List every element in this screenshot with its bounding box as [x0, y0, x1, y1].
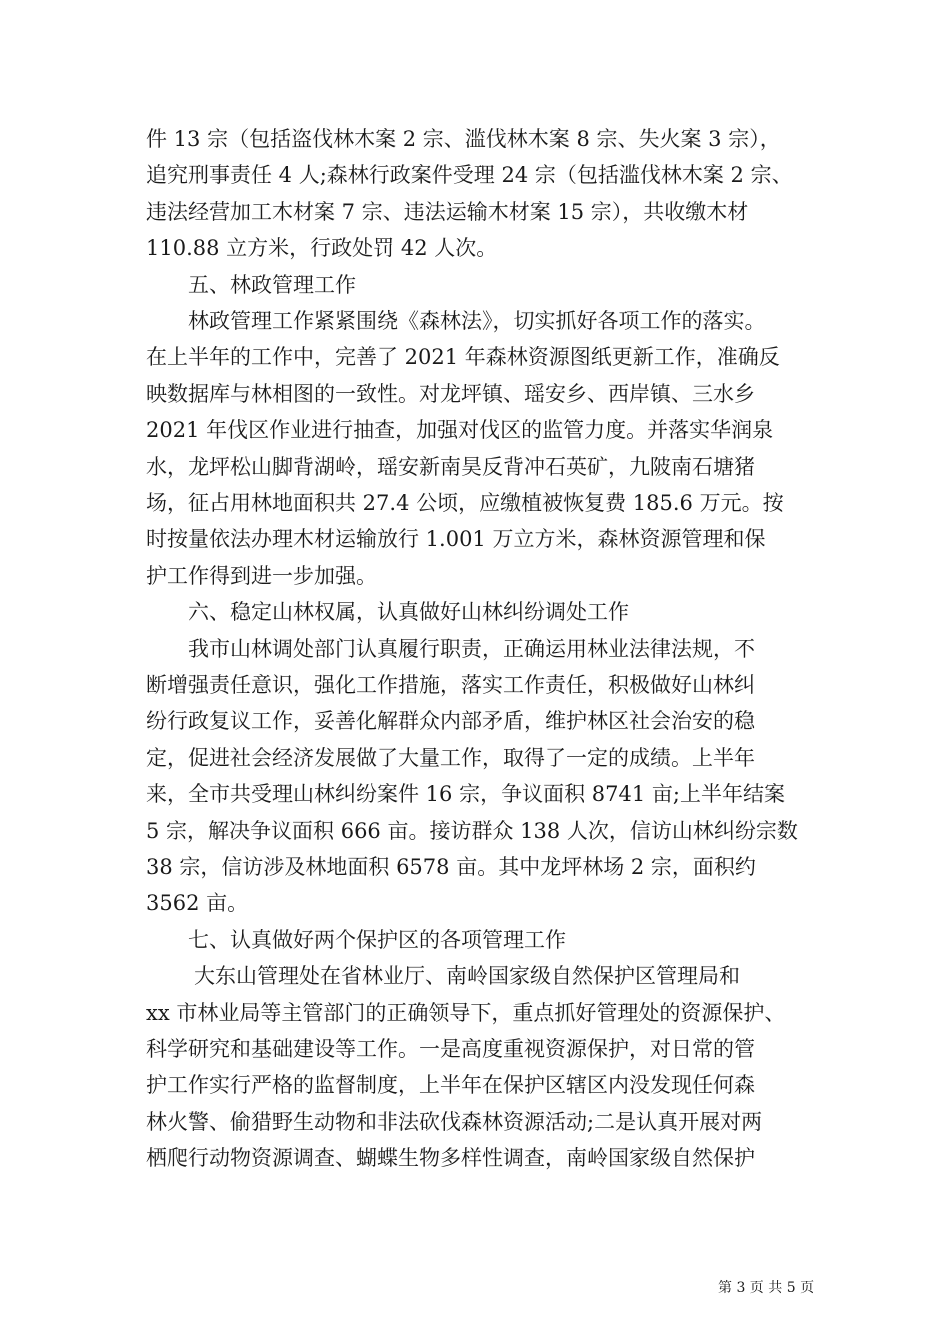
- text-line: 五、林政管理工作: [188, 272, 356, 297]
- text-line: 栖爬行动物资源调查、蝴蝶生物多样性调查，南岭国家级自然保护: [146, 1146, 755, 1171]
- text-line: 大东山管理处在省林业厅、南岭国家级自然保护区管理局和: [194, 964, 740, 989]
- text-line: 六、稳定山林权属，认真做好山林纠纷调处工作: [188, 600, 629, 625]
- text-line: 纷行政复议工作，妥善化解群众内部矛盾，维护林区社会治安的稳: [146, 709, 755, 734]
- text-line: 来，全市共受理山林纠纷案件 16 宗，争议面积 8741 亩;上半年结案: [146, 782, 785, 807]
- text-line: 件 13 宗（包括盗伐林木案 2 宗、滥伐林木案 8 宗、失火案 3 宗），: [146, 127, 781, 151]
- text-line: xx 市林业局等主管部门的正确领导下，重点抓好管理处的资源保护、: [146, 1000, 786, 1025]
- page-number: 第 3 页 共 5 页: [718, 1280, 815, 1296]
- text-line: 场，征占用林地面积共 27.4 公顷，应缴植被恢复费 185.6 万元。按: [146, 491, 784, 515]
- text-line: 违法经营加工木材案 7 宗、违法运输木材案 15 宗），共收缴木材: [146, 199, 749, 224]
- text-line: 映数据库与林相图的一致性。对龙坪镇、瑶安乡、西岸镇、三水乡: [146, 381, 755, 406]
- text-line: 护工作实行严格的监督制度，上半年在保护区辖区内没发现任何森: [146, 1073, 755, 1098]
- text-line: 科学研究和基础建设等工作。一是高度重视资源保护，对日常的管: [146, 1037, 755, 1061]
- text-line: 38 宗，信访涉及林地面积 6578 亩。其中龙坪林场 2 宗，面积约: [146, 855, 756, 879]
- text-line: 5 宗，解决争议面积 666 亩。接访群众 138 人次，信访山林纠纷宗数: [146, 818, 798, 843]
- text-line: 追究刑事责任 4 人;森林行政案件受理 24 宗（包括滥伐林木案 2 宗、: [146, 163, 793, 188]
- text-line: 在上半年的工作中，完善了 2021 年森林资源图纸更新工作，准确反: [146, 345, 780, 370]
- text-line: 110.88 立方米，行政处罚 42 人次。: [146, 236, 498, 261]
- text-line: 七、认真做好两个保护区的各项管理工作: [188, 927, 566, 952]
- text-line: 3562 亩。: [146, 891, 249, 916]
- text-line: 定，促进社会经济发展做了大量工作，取得了一定的成绩。上半年: [146, 745, 755, 770]
- text-line: 水，龙坪松山脚背湖岭，瑶安新南昊反背冲石英矿，九陂南石塘猪: [146, 454, 755, 479]
- text-line: 2021 年伐区作业进行抽查，加强对伐区的监管力度。并落实华润泉: [146, 418, 774, 443]
- text-line: 时按量依法办理木材运输放行 1.001 万立方米，森林资源管理和保: [146, 527, 766, 552]
- text-line: 林政管理工作紧紧围绕《森林法》，切实抓好各项工作的落实。: [188, 309, 766, 333]
- text-line: 我市山林调处部门认真履行职责，正确运用林业法律法规，不: [188, 636, 755, 661]
- text-line: 林火警、偷猎野生动物和非法砍伐森林资源活动;二是认真开展对两: [146, 1109, 763, 1134]
- text-line: 断增强责任意识，强化工作措施，落实工作责任，积极做好山林纠: [146, 673, 755, 697]
- text-line: 护工作得到进一步加强。: [146, 563, 377, 588]
